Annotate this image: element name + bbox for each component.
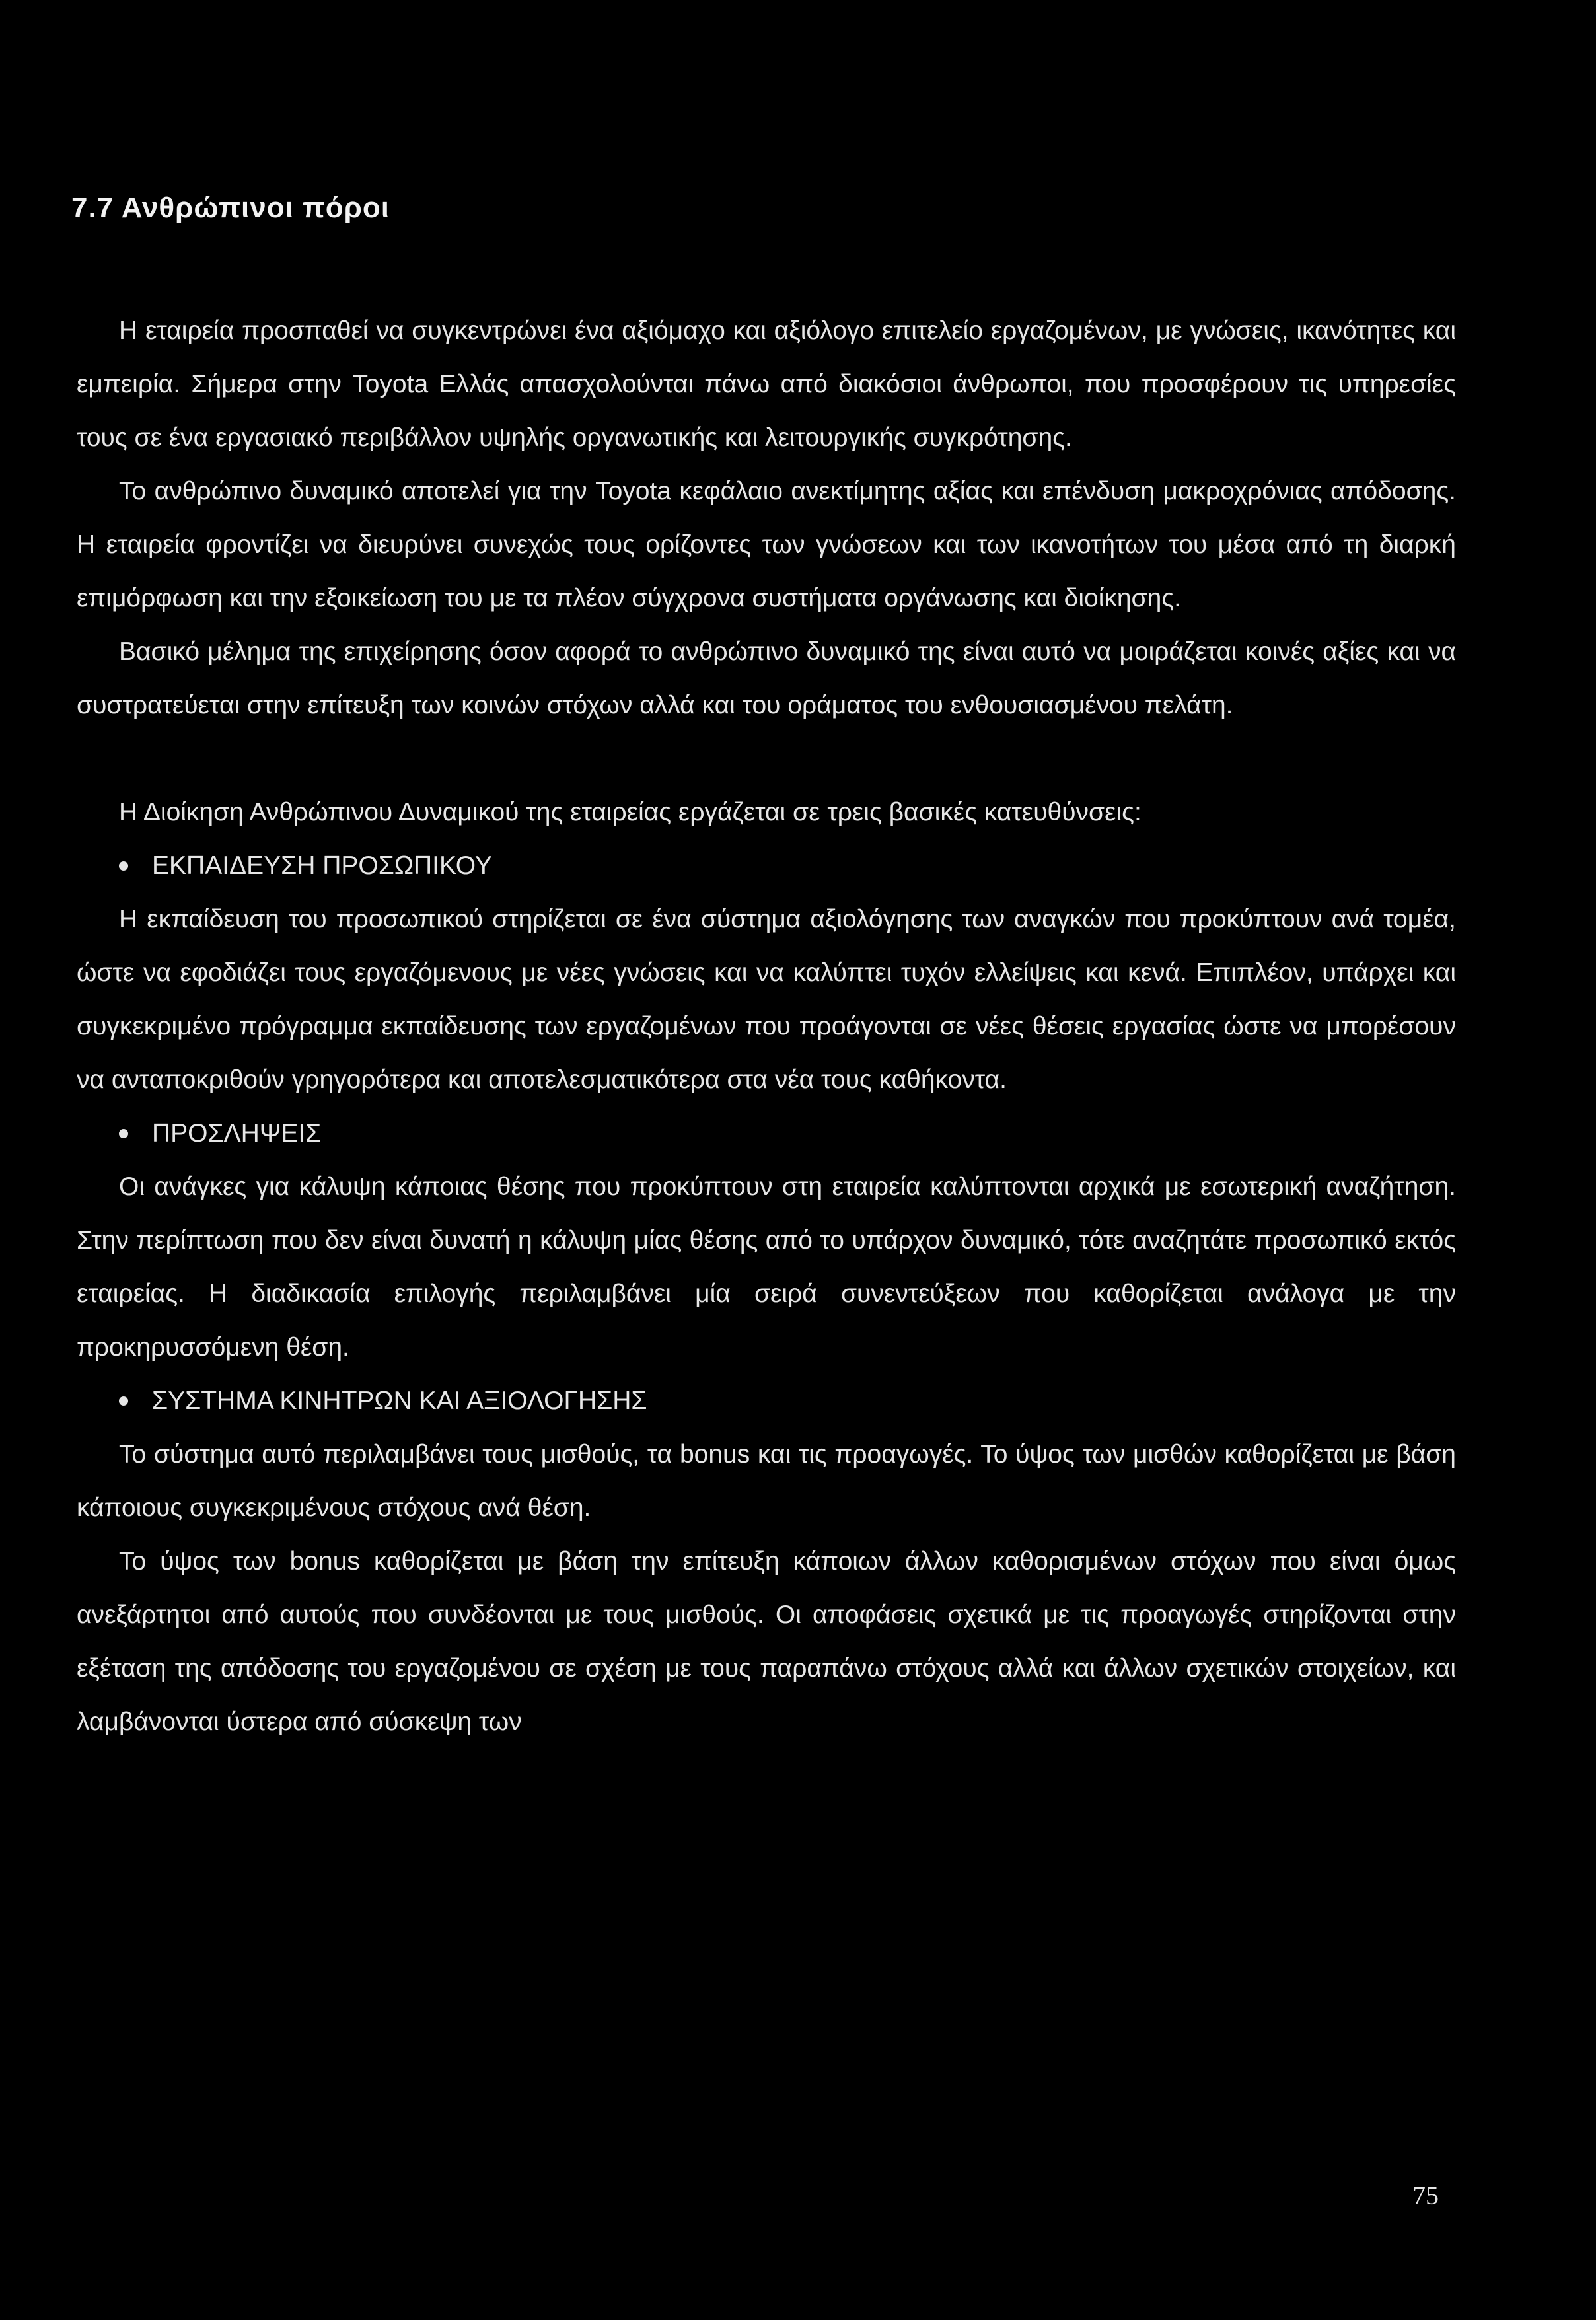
incentives-paragraph-2: Το ύψος των bonus καθορίζεται με βάση την επίτευξη κάποιων άλλων καθορισμένων στόχων που είναι όμως ανεξάρτητοι από αυτούς που συνδέονται με τους μισθούς. Οι αποφάσεις σχετικά με τις προαγωγές στηρίζονται στην εξέταση της απόδοσης του εργαζομένου σε σχέση με τους παραπάνω στόχους αλλά και άλλων σχετικών στοιχείων, και λαμβάνονται ύστερα από σύσκεψη των bbox=[77, 1547, 1456, 1736]
bullet-training bbox=[77, 839, 1456, 892]
section-heading: 7.7 Ανθρώπινοι πόροι bbox=[71, 192, 390, 224]
hr-lead-paragraph: Η Διοίκηση Ανθρώπινου Δυναμικού της εταιρείας εργάζεται σε τρεις βασικές κατευθύνσεις: bbox=[119, 798, 1142, 826]
bullet-dot-icon bbox=[119, 1396, 128, 1406]
page-number: 75 bbox=[1412, 2181, 1439, 2210]
intro-paragraph-2: Το ανθρώπινο δυναμικό αποτελεί για την Toyota κεφάλαιο ανεκτίμητης αξίας και επένδυση μακροχρόνιας απόδοσης. Η εταιρεία φροντίζει να διευρύνει συνεχώς τους ορίζοντες των γνώσεων και των ικανοτήτων του μέσα από τη διαρκή επιμόρφωση και την εξοικείωση του με τα πλέον σύγχρονα συστήματα οργάνωσης και διοίκησης. bbox=[77, 477, 1456, 612]
incentives-paragraph-1: Το σύστημα αυτό περιλαμβάνει τους μισθούς, τα bonus και τις προαγωγές. Το ύψος των μισθών καθορίζεται με βάση κάποιους συγκεκριμένους στόχους ανά θέση. bbox=[77, 1440, 1456, 1522]
intro-paragraph-3: Βασικό μέλημα της επιχείρησης όσον αφορά το ανθρώπινο δυναμικό της είναι αυτό να μοιράζεται κοινές αξίες και να συστρατεύεται στην επίτευξη των κοινών στόχων αλλά και του οράματος του ενθουσιασμένου πελάτη. bbox=[77, 637, 1456, 719]
bullet-hiring bbox=[77, 1106, 1456, 1160]
bullet-label-hiring: ΠΡΟΣΛΗΨΕΙΣ bbox=[152, 1119, 322, 1147]
bullet-dot-icon bbox=[119, 861, 128, 871]
bullet-label-training: ΕΚΠΑΙΔΕΥΣΗ ΠΡΟΣΩΠΙΚΟΥ bbox=[152, 852, 492, 880]
bullet-dot-icon bbox=[119, 1129, 128, 1138]
bullet-incentives bbox=[77, 1374, 1456, 1428]
bullet-label-incentives: ΣΥΣΤΗΜΑ ΚΙΝΗΤΡΩΝ ΚΑΙ ΑΞΙΟΛΟΓΗΣΗΣ bbox=[152, 1387, 647, 1415]
hiring-paragraph: Οι ανάγκες για κάλυψη κάποιας θέσης που προκύπτουν στη εταιρεία καλύπτονται αρχικά με εσωτερική αναζήτηση. Στην περίπτωση που δεν είναι δυνατή η κάλυψη μίας θέσης από το υπάρχον δυναμικό, τότε αναζητάτε προσωπικό εκτός εταιρείας. Η διαδικασία επιλογής περιλαμβάνει μία σειρά συνεντεύξεων που καθορίζεται ανάλογα με την προκηρυσσόμενη θέση. bbox=[77, 1173, 1456, 1361]
body-text bbox=[77, 304, 1456, 1749]
intro-paragraph-1: Η εταιρεία προσπαθεί να συγκεντρώνει ένα αξιόμαχο και αξιόλογο επιτελείο εργαζομένων, με γνώσεις, ικανότητες και εμπειρία. Σήμερα στην Toyota Ελλάς απασχολούνται πάνω από διακόσιοι άνθρωποι, που προσφέρουν τις υπηρεσίες τους σε ένα εργασιακό περιβάλλον υψηλής οργανωτικής και λειτουργικής συγκρότησης. bbox=[77, 316, 1456, 452]
training-paragraph: Η εκπαίδευση του προσωπικού στηρίζεται σε ένα σύστημα αξιολόγησης των αναγκών που προκύπτουν ανά τομέα, ώστε να εφοδιάζει τους εργαζόμενους με νέες γνώσεις και να καλύπτει τυχόν ελλείψεις και κενά. Επιπλέον, υπάρχει και συγκεκριμένο πρόγραμμα εκπαίδευσης των εργαζομένων που προάγονται σε νέες θέσεις εργασίας ώστε να μπορέσουν να ανταποκριθούν γρηγορότερα και αποτελεσματικότερα στα νέα τους καθήκοντα. bbox=[77, 905, 1456, 1094]
paragraph-spacer bbox=[77, 732, 1456, 785]
